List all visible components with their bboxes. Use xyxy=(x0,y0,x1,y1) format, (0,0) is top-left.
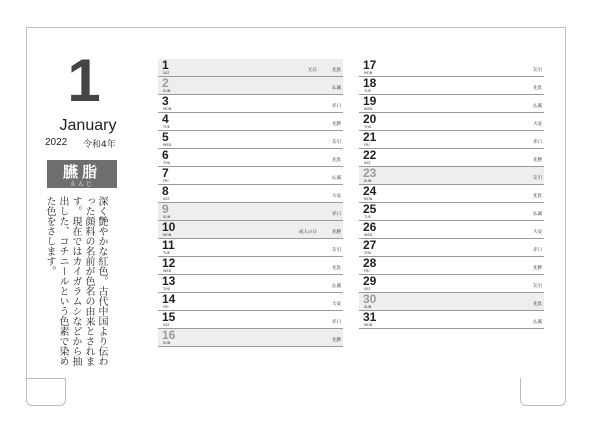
day-number: 16 xyxy=(162,328,176,342)
month-name: January xyxy=(59,117,117,134)
day-number: 2 xyxy=(162,76,169,90)
day-number: 17 xyxy=(363,58,377,72)
day-number: 18 xyxy=(363,76,377,90)
color-description: 深く艶やかな紅色。古代中国より伝わった顔料の名前が色名の由来とされます。現在ではカイガラムシなどから抽出した、コチニールという色素で染めた色をさします。 xyxy=(44,196,107,366)
day-row xyxy=(359,275,544,293)
day-number: 19 xyxy=(363,94,377,108)
rokuyo-label: 先負 xyxy=(533,86,542,91)
day-row xyxy=(359,221,544,239)
day-number: 26 xyxy=(363,220,377,234)
day-of-week: WED xyxy=(364,107,373,111)
rokuyo-label: 仏滅 xyxy=(533,320,542,325)
rokuyo-label: 先勝 xyxy=(533,158,542,163)
day-row xyxy=(158,113,343,131)
day-row xyxy=(359,293,544,311)
day-number: 29 xyxy=(363,274,377,288)
rokuyo-label: 大安 xyxy=(332,194,341,199)
day-of-week: SAT xyxy=(163,323,170,327)
day-number: 31 xyxy=(363,310,377,324)
day-of-week: TUE xyxy=(364,215,371,219)
rokuyo-label: 赤口 xyxy=(332,320,341,325)
day-row xyxy=(158,149,343,167)
day-number: 8 xyxy=(162,184,169,198)
rokuyo-label: 赤口 xyxy=(533,140,542,145)
day-row xyxy=(359,311,544,329)
rokuyo-label: 先負 xyxy=(332,68,341,73)
rokuyo-label: 大安 xyxy=(332,302,341,307)
rokuyo-label: 仏滅 xyxy=(332,284,341,289)
rokuyo-label: 先負 xyxy=(533,194,542,199)
day-row xyxy=(158,131,343,149)
day-row xyxy=(359,113,544,131)
rokuyo-label: 仏滅 xyxy=(332,86,341,91)
day-of-week: SUN xyxy=(364,305,372,309)
day-of-week: MON xyxy=(364,71,373,75)
rokuyo-label: 友引 xyxy=(332,248,341,253)
rokuyo-label: 赤口 xyxy=(533,248,542,253)
day-number: 24 xyxy=(363,184,377,198)
day-number: 20 xyxy=(363,112,377,126)
rokuyo-label: 先負 xyxy=(533,302,542,307)
day-number: 15 xyxy=(162,310,176,324)
day-of-week: FRI xyxy=(163,179,169,183)
day-number: 11 xyxy=(162,238,175,252)
day-of-week: FRI xyxy=(364,269,370,273)
day-of-week: MON xyxy=(163,233,172,237)
day-row xyxy=(359,167,544,185)
day-of-week: SAT xyxy=(163,197,170,201)
day-number: 13 xyxy=(162,274,176,288)
day-row xyxy=(359,185,544,203)
day-row xyxy=(158,293,343,311)
rokuyo-label: 先負 xyxy=(332,266,341,271)
traditional-color-swatch xyxy=(47,160,117,188)
day-row xyxy=(158,95,343,113)
rokuyo-label: 仏滅 xyxy=(533,212,542,217)
holiday-label: 元日 xyxy=(308,68,317,73)
day-number: 25 xyxy=(363,202,377,216)
day-number: 4 xyxy=(162,112,169,126)
day-row xyxy=(158,203,343,221)
rokuyo-label: 大安 xyxy=(533,122,542,127)
day-row xyxy=(158,257,343,275)
day-of-week: MON xyxy=(163,107,172,111)
rokuyo-label: 友引 xyxy=(533,68,542,73)
day-row xyxy=(359,59,544,77)
day-row xyxy=(158,311,343,329)
japanese-era: 令和4年 xyxy=(83,140,116,150)
day-row xyxy=(158,275,343,293)
day-row xyxy=(359,239,544,257)
day-row xyxy=(359,203,544,221)
day-number: 23 xyxy=(363,166,377,180)
day-of-week: SUN xyxy=(364,179,372,183)
day-number: 7 xyxy=(162,166,169,180)
day-of-week: TUE xyxy=(163,251,170,255)
day-row xyxy=(158,239,343,257)
day-row xyxy=(158,77,343,95)
rokuyo-label: 友引 xyxy=(533,176,542,181)
day-of-week: TUE xyxy=(364,89,371,93)
day-of-week: SUN xyxy=(163,215,171,219)
stand-foot-right xyxy=(520,378,566,406)
day-of-week: SAT xyxy=(163,71,170,75)
rokuyo-label: 仏滅 xyxy=(533,104,542,109)
holiday-label: 成人の日 xyxy=(299,230,317,235)
day-number: 1 xyxy=(162,58,169,72)
day-number: 10 xyxy=(162,220,176,234)
day-row xyxy=(158,59,343,77)
day-row xyxy=(158,329,343,347)
day-of-week: SUN xyxy=(163,89,171,93)
day-row xyxy=(359,77,544,95)
day-number: 22 xyxy=(363,148,377,162)
rokuyo-label: 友引 xyxy=(533,284,542,289)
day-number: 12 xyxy=(162,256,176,270)
day-number: 27 xyxy=(363,238,377,252)
month-number: 1 xyxy=(67,47,101,114)
day-of-week: WED xyxy=(364,233,373,237)
day-number: 5 xyxy=(162,130,169,144)
rokuyo-label: 先勝 xyxy=(332,122,341,127)
day-of-week: FRI xyxy=(364,143,370,147)
day-of-week: THU xyxy=(163,287,171,291)
day-number: 30 xyxy=(363,292,377,306)
day-of-week: WED xyxy=(163,143,172,147)
day-of-week: SAT xyxy=(364,161,371,165)
day-number: 3 xyxy=(162,94,169,108)
rokuyo-label: 赤口 xyxy=(332,104,341,109)
day-row xyxy=(359,257,544,275)
day-of-week: THU xyxy=(364,125,372,129)
rokuyo-label: 大安 xyxy=(533,230,542,235)
day-of-week: TUE xyxy=(163,125,170,129)
day-of-week: THU xyxy=(163,161,171,165)
day-of-week: MON xyxy=(364,197,373,201)
day-number: 6 xyxy=(162,148,169,162)
color-reading: えんじ xyxy=(69,181,94,188)
day-number: 28 xyxy=(363,256,377,270)
day-row xyxy=(359,131,544,149)
rokuyo-label: 友引 xyxy=(332,140,341,145)
rokuyo-label: 先勝 xyxy=(332,230,341,235)
day-number: 9 xyxy=(162,202,169,216)
year: 2022 xyxy=(45,137,68,148)
day-of-week: SAT xyxy=(364,287,371,291)
day-of-week: SUN xyxy=(163,341,171,345)
day-row xyxy=(359,149,544,167)
day-of-week: THU xyxy=(364,251,372,255)
rokuyo-label: 仏滅 xyxy=(332,176,341,181)
day-row xyxy=(359,95,544,113)
day-of-week: MON xyxy=(364,323,373,327)
rokuyo-label: 赤口 xyxy=(332,212,341,217)
rokuyo-label: 先負 xyxy=(332,158,341,163)
rokuyo-label: 先勝 xyxy=(332,338,341,343)
day-number: 21 xyxy=(363,130,377,144)
day-row xyxy=(158,167,343,185)
day-of-week: FRI xyxy=(163,305,169,309)
rokuyo-label: 先勝 xyxy=(533,266,542,271)
stand-foot-left xyxy=(26,378,66,406)
day-row xyxy=(158,221,343,239)
day-number: 14 xyxy=(162,292,176,306)
day-row xyxy=(158,185,343,203)
color-name: 臙脂 xyxy=(62,163,101,181)
day-of-week: WED xyxy=(163,269,172,273)
